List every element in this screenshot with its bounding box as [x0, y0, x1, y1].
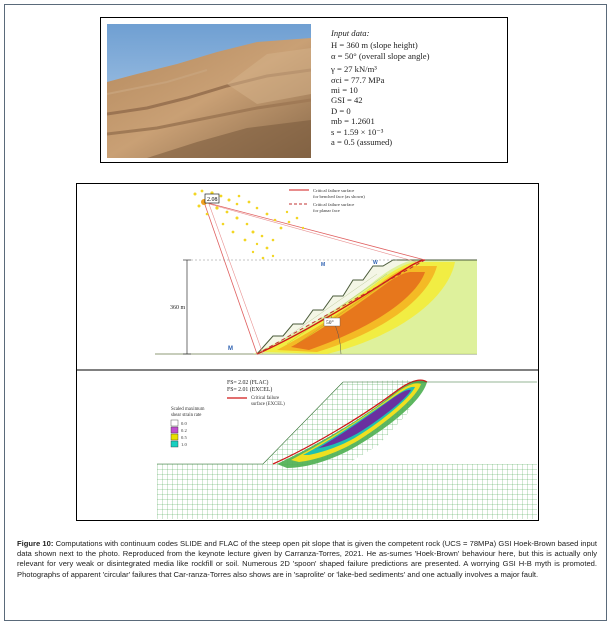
input-line: mi = 10	[331, 85, 358, 96]
height-label: 360 m	[170, 305, 186, 311]
input-data-text	[331, 28, 507, 147]
svg-text:M: M	[321, 262, 326, 268]
slide-panel	[155, 188, 477, 354]
svg-text:M: M	[228, 346, 233, 352]
scale-title-1: Scaled maximum	[171, 407, 205, 412]
input-line: mb = 1.2601	[331, 116, 375, 127]
legend-solid-2: for benched face (as shown)	[313, 194, 365, 199]
caption-label: Figure 10:	[17, 539, 54, 548]
input-data-panel	[100, 17, 508, 163]
fs-flac: FS= 2.02 (FLAC)	[227, 380, 269, 386]
svg-text:W: W	[373, 260, 378, 266]
scale-value: 0.5	[181, 435, 187, 440]
scale-swatch	[171, 427, 178, 433]
fs-excel: FS= 2.01 (EXCEL)	[227, 387, 273, 393]
flac-legend-line: Critical failure	[251, 396, 280, 401]
input-line: γ = 27 kN/m³	[331, 64, 377, 75]
input-line: a = 0.5 (assumed)	[331, 137, 393, 148]
input-line: D = 0	[331, 105, 351, 116]
input-line: α = 50° (overall slope angle)	[331, 50, 430, 61]
input-line: H = 360 m (slope height)	[331, 40, 418, 51]
legend-dashed: Critical failure surface	[313, 202, 355, 207]
open-pit-photo	[107, 24, 311, 158]
figure-caption	[17, 539, 597, 580]
scale-swatch	[171, 434, 178, 440]
scale-value: 1.0	[181, 442, 187, 447]
scale-swatch	[171, 441, 178, 447]
scale-value: 0.2	[181, 428, 187, 433]
figure-panel	[76, 183, 539, 521]
input-data-heading: Input data:	[331, 28, 370, 38]
legend-dashed-2: for planar face	[313, 208, 340, 213]
input-line: GSI = 42	[331, 95, 363, 106]
flac-panel	[157, 379, 537, 519]
caption-text: Computations with continuum codes SLIDE and FLAC of the steep open pit slope that is given the competent rock (UCS = 78MPa) GSI Hoek-Brown based input data shown next to the photo. Reproduced from the keynote lecture given by Carranza-Torres, 2021. He as-sumes 'Hoek-Brown' behaviour here, but this is actually only relevant for very weak or disintegrated media like rockfill or soil. Numerous 2D 'spoon' shaped failure predictions are presented. A worrying GSI H-B myth is promoted. Photographs of apparent 'circular' failures that Car-ranza-Torres also shows are in 'saprolite' or 'lake-bed sediments' and one actually involves a major fault.	[17, 539, 597, 579]
figure-svg	[77, 184, 538, 520]
slide-fs-label: 2.08	[207, 197, 218, 203]
scale-title-2: shear strain rate	[171, 413, 202, 418]
input-line: s = 1.59 × 10⁻³	[331, 126, 384, 137]
input-line: σci = 77.7 MPa	[331, 74, 385, 85]
flac-legend-line-2: surface (EXCEL)	[251, 402, 285, 407]
legend-solid: Critical failure surface	[313, 188, 355, 193]
scale-swatch	[171, 420, 178, 426]
scale-value: 0.0	[181, 421, 187, 426]
angle-label: 50°	[326, 320, 334, 326]
